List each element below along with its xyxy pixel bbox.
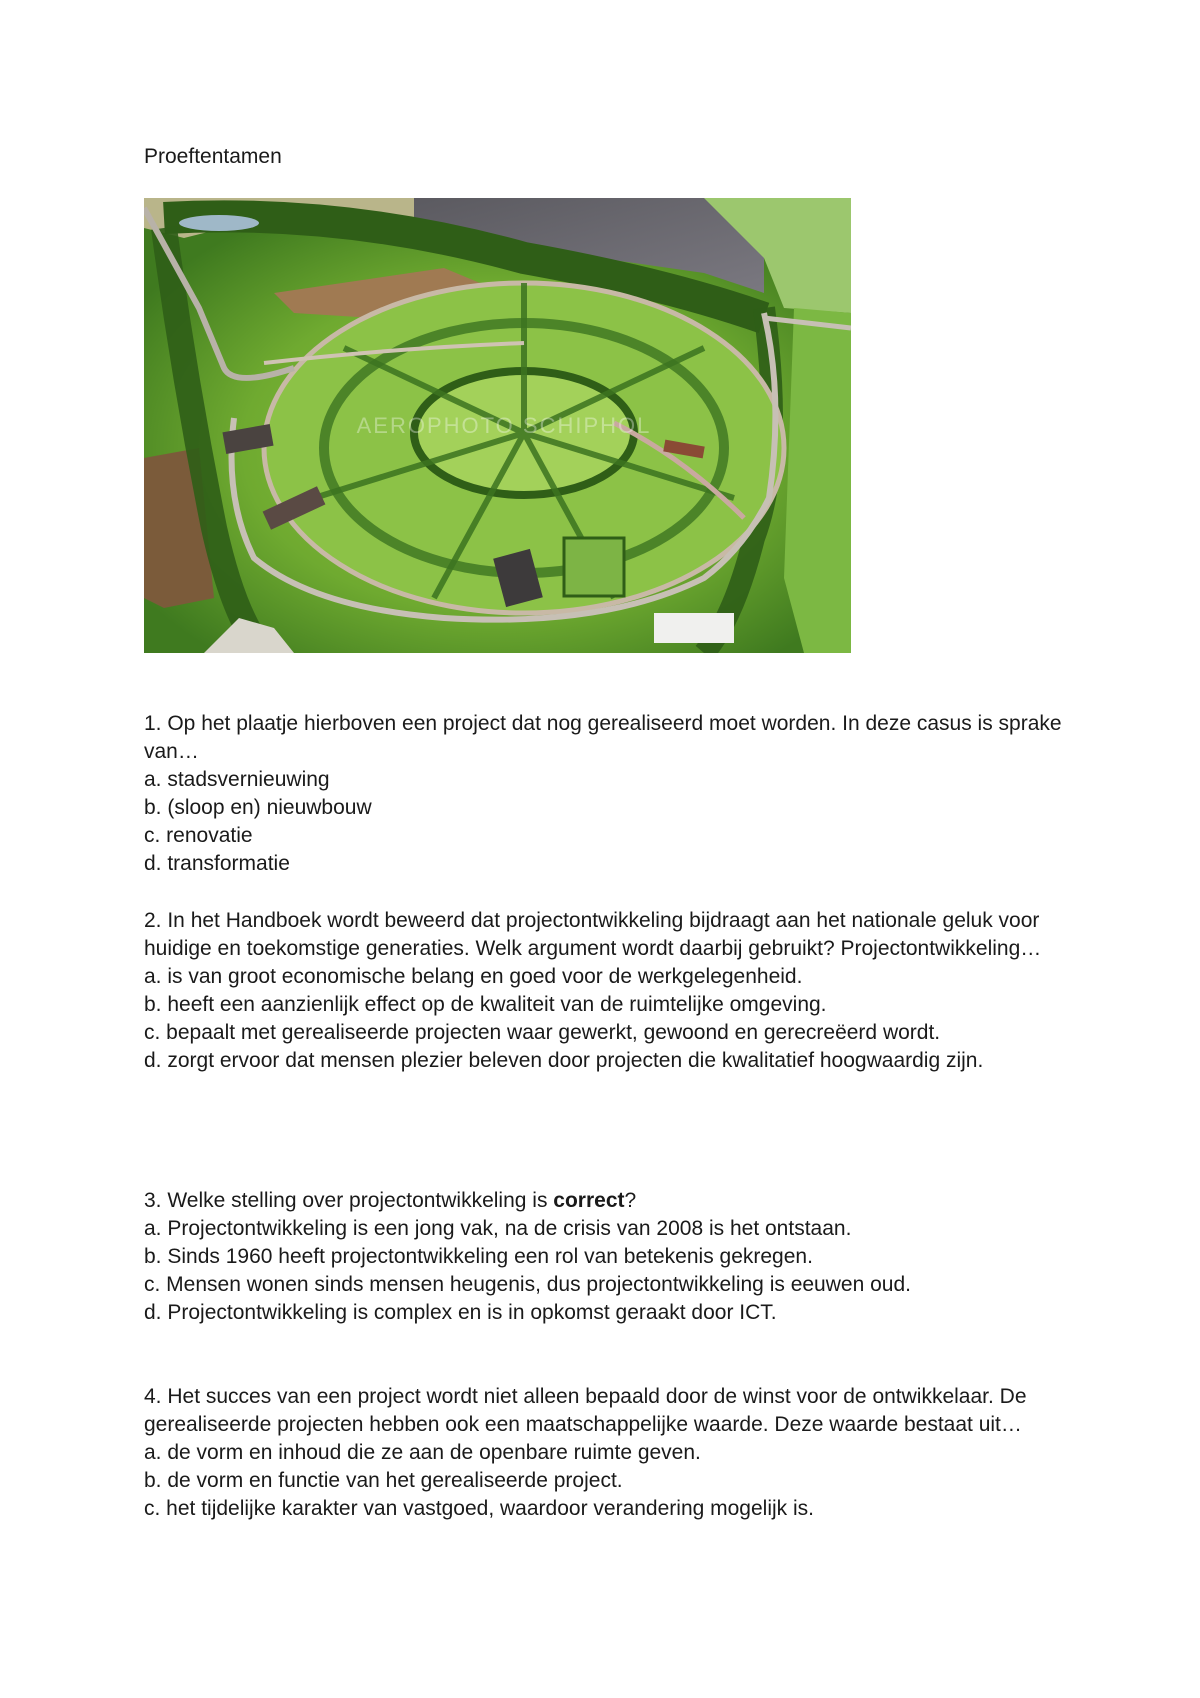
question-3-option-a: a. Projectontwikkeling is een jong vak, na de crisis van 2008 is het ontstaan. (144, 1217, 852, 1240)
question-3-option-b: b. Sinds 1960 heeft projectontwikkeling een rol van betekenis gekregen. (144, 1245, 813, 1268)
question-4-option-a: a. de vorm en inhoud die ze aan de openbare ruimte geven. (144, 1441, 701, 1464)
question-4 (144, 1383, 1084, 1523)
question-3-stem-emphasis: correct (553, 1189, 625, 1212)
question-2-stem: 2. In het Handboek wordt beweerd dat projectontwikkeling bijdraagt aan het nationale geluk voor huidige en toekomstige generaties. Welk argument wordt daarbij gebruikt? Projectontwikkeling… (144, 909, 1042, 960)
question-2-option-d: d. zorgt ervoor dat mensen plezier beleven door projecten die kwalitatief hoogwaardig zijn. (144, 1049, 984, 1072)
question-3 (144, 1187, 1084, 1327)
question-1-stem: 1. Op het plaatje hierboven een project dat nog gerealiseerd moet worden. In deze casus is sprake van… (144, 712, 1062, 763)
question-1-option-a: a. stadsvernieuwing (144, 768, 330, 791)
question-2-option-c: c. bepaalt met gerealiseerde projecten waar gewerkt, gewoond en gerecreëerd wordt. (144, 1021, 941, 1044)
aerial-photo (144, 198, 851, 653)
document-title: Proeftentamen (144, 145, 282, 168)
question-3-option-d: d. Projectontwikkeling is complex en is in opkomst geraakt door ICT. (144, 1301, 777, 1324)
question-4-option-b: b. de vorm en functie van het gerealiseerde project. (144, 1469, 623, 1492)
question-3-stem (144, 1187, 1084, 1215)
question-1 (144, 710, 1084, 878)
question-1-option-b: b. (sloop en) nieuwbouw (144, 796, 372, 819)
question-2 (144, 907, 1084, 1075)
question-4-option-c: c. het tijdelijke karakter van vastgoed, waardoor verandering mogelijk is. (144, 1497, 815, 1520)
question-2-option-b: b. heeft een aanzienlijk effect op de kwaliteit van de ruimtelijke omgeving. (144, 993, 827, 1016)
aerial-photo-illustration (144, 198, 851, 653)
question-3-stem-text: 3. Welke stelling over projectontwikkeling is (144, 1189, 554, 1212)
photo-watermark: AEROPHOTO SCHIPHOL (356, 413, 652, 438)
question-3-option-c: c. Mensen wonen sinds mensen heugenis, dus projectontwikkeling is eeuwen oud. (144, 1273, 911, 1296)
question-4-stem: 4. Het succes van een project wordt niet alleen bepaald door de winst voor de ontwikkelaar. De gerealiseerde projecten hebben ook een maatschappelijke waarde. Deze waarde bestaat uit… (144, 1385, 1027, 1436)
question-1-option-c: c. renovatie (144, 824, 253, 847)
question-2-option-a: a. is van groot economische belang en goed voor de werkgelegenheid. (144, 965, 803, 988)
question-3-stem-end: ? (624, 1189, 637, 1212)
question-1-option-d: d. transformatie (144, 852, 290, 875)
